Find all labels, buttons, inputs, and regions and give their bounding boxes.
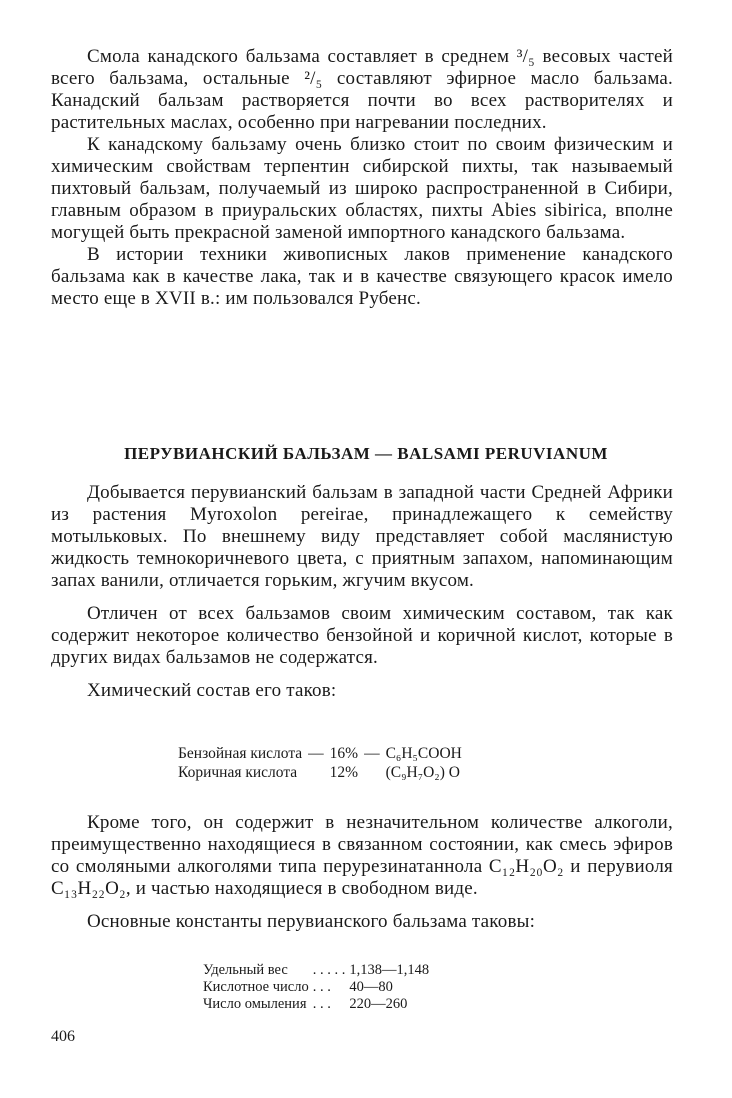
- composition-row: [178, 744, 468, 763]
- composition-sep: —: [308, 745, 324, 762]
- composition-percent: 16%: [329, 745, 359, 762]
- paragraph-alcohols: Кроме того, он содержит в незначительном количестве алкоголи, преимущественно находящиеся в связанном состоянии, как смесь эфиров со смоляными алкоголями типа перурезинатаннола C₁₂H₂₀O₂ и перувиоля C₁₃H₂₂O₂, и частью находящиеся в свободном виде.: [51, 812, 673, 899]
- paragraph-composition-intro: Химический состав его таков:: [87, 680, 337, 701]
- constant-dots: . . . . .: [312, 962, 346, 978]
- page-number: 406: [51, 1028, 75, 1045]
- composition-formula: (C₉H₇O₂) O: [385, 764, 460, 781]
- paragraph-fir-balsam: К канадскому бальзаму очень близко стоит по своим физическим и химическим свойствам терпентин сибирской пихты, так называемый пихтовый бальзам, получаемый из широко распространенной в Сибири, главным образом в приуральских областях, пихты Abies sibirica, вполне могущей быть прекрасной заменой импортного канадского бальзама.: [51, 134, 673, 243]
- composition-name: Коричная кислота: [178, 764, 298, 781]
- constant-name: Число омыления: [203, 996, 307, 1012]
- composition-percent: 12%: [329, 764, 359, 781]
- constant-value: 40—80: [349, 979, 393, 995]
- paragraph-canada-resin: Смола канадского бальзама составляет в среднем ³/₅ весовых частей всего бальзама, остальные ²/₅ составляют эфирное масло бальзама. Канадский бальзам растворяется почти во всех растворителях и растительных маслах, особенно при нагревании последних.: [51, 46, 673, 133]
- paragraph-history: В истории техники живописных лаков применение канадского бальзама как в качестве лака, так и в качестве связующего красок имело место еще в XVII в.: им пользовался Рубенс.: [51, 244, 673, 309]
- constant-value: 220—260: [349, 996, 408, 1012]
- paragraph-constants-intro: Основные константы перувианского бальзама таковы:: [87, 911, 536, 932]
- paragraph-distinction: Отличен от всех бальзамов своим химическим составом, так как содержит некоторое количество бензойной и коричной кислот, которые в других видах бальзамов не содержатся.: [51, 603, 673, 668]
- constant-name: Кислотное число: [203, 979, 309, 995]
- constant-value: 1,138—1,148: [349, 962, 430, 978]
- composition-dash: [364, 763, 386, 782]
- constant-row: [203, 962, 433, 979]
- composition-sep: [308, 763, 330, 782]
- composition-dash: —: [364, 745, 380, 762]
- page-body: [51, 46, 673, 310]
- constant-dots: . . .: [312, 996, 331, 1012]
- constant-row: [203, 996, 433, 1013]
- composition-table: [178, 744, 468, 782]
- paragraph-origin: Добывается перувианский бальзам в западной части Средней Африки из растения Myroxolon pereirae, принадлежащего к семейству мотыльковых. По внешнему виду представляет собой маслянистую жидкость темнокоричневого цвета, с приятным запахом, напоминающим запах ванили, отличается горьким, жгучим вкусом.: [51, 482, 673, 591]
- constant-dots: . . .: [312, 979, 331, 995]
- section-body-low: [51, 812, 673, 933]
- section-body: [51, 482, 673, 702]
- composition-name: Бензойная кислота: [178, 745, 303, 762]
- composition-row: [178, 763, 468, 782]
- composition-formula: C₆H₅COOH: [385, 745, 462, 762]
- constant-row: [203, 979, 433, 996]
- constant-name: Удельный вес: [203, 962, 288, 978]
- constants-table: [203, 962, 433, 1013]
- section-heading: ПЕРУВИАНСКИЙ БАЛЬЗАМ — BALSAMI PERUVIANUM: [124, 444, 608, 463]
